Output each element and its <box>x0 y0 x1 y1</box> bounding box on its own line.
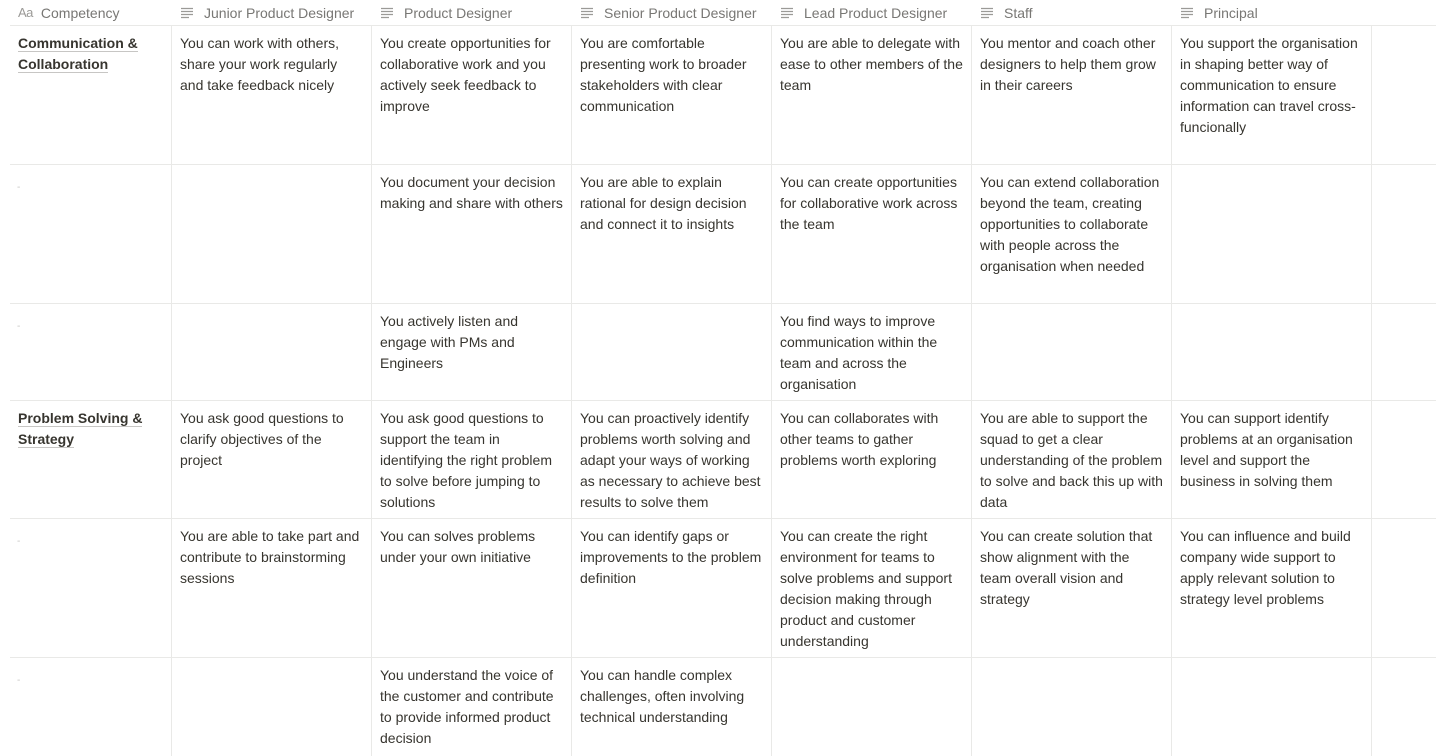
table-row[interactable] <box>10 164 1436 304</box>
cell-text: You can support identify problems at an organisation level and support the business in solving them <box>1180 410 1353 489</box>
cell-text: You can extend collaboration beyond the team, creating opportunities to collaborate with people across the organisation when needed <box>980 174 1160 274</box>
table-cell[interactable] <box>972 26 1172 165</box>
table-cell[interactable] <box>1172 165 1372 304</box>
table-cell[interactable] <box>172 304 372 401</box>
table-cell[interactable] <box>372 165 572 304</box>
table-cell[interactable] <box>772 658 972 756</box>
competency-cell[interactable] <box>10 401 172 519</box>
column-header-principal[interactable] <box>1180 0 1258 25</box>
table-cell[interactable] <box>772 304 972 401</box>
table-row[interactable] <box>10 25 1436 165</box>
cell-text: You can handle complex challenges, often involving technical understanding <box>580 667 745 725</box>
table-cell[interactable] <box>972 519 1172 658</box>
cell-text: You can create solution that show alignment with the team overall vision and strategy <box>980 528 1153 607</box>
add-column-cell[interactable] <box>1372 401 1436 519</box>
table-row[interactable] <box>10 400 1436 519</box>
cell-text: You ask good questions to clarify objectives of the project <box>180 410 344 468</box>
column-header-lead[interactable] <box>780 0 947 25</box>
table-row[interactable] <box>10 657 1436 756</box>
table-cell[interactable] <box>172 658 372 756</box>
table-cell[interactable] <box>972 165 1172 304</box>
empty-title-placeholder: - <box>17 321 21 332</box>
table-row[interactable] <box>10 518 1436 658</box>
table-cell[interactable] <box>372 304 572 401</box>
competency-cell[interactable] <box>10 26 172 165</box>
table-cell[interactable] <box>172 401 372 519</box>
table-cell[interactable] <box>572 26 772 165</box>
cell-text: You can influence and build company wide support to apply relevant solution to strategy level problems <box>1180 528 1351 607</box>
table-cell[interactable] <box>172 26 372 165</box>
add-column-cell[interactable] <box>1372 26 1436 165</box>
column-header-senior[interactable] <box>580 0 757 25</box>
cell-text: You document your decision making and share with others <box>380 174 563 211</box>
table-header <box>0 0 1440 25</box>
table-cell[interactable] <box>372 26 572 165</box>
table-cell[interactable] <box>372 519 572 658</box>
table-cell[interactable] <box>572 304 772 401</box>
column-header-product-designer[interactable] <box>380 0 512 25</box>
add-column-cell[interactable] <box>1372 304 1436 401</box>
cell-text: You understand the voice of the customer and contribute to provide informed product decision <box>380 667 554 746</box>
cell-text: You can create the right environment for teams to solve problems and support decision making through product and customer understanding <box>780 528 952 649</box>
table-cell[interactable] <box>572 658 772 756</box>
table-cell[interactable] <box>972 304 1172 401</box>
add-column-cell[interactable] <box>1372 658 1436 756</box>
cell-text: You support the organisation in shaping better way of communication to ensure information can travel cross-funcionally <box>1180 35 1358 135</box>
cell-text: You are able to delegate with ease to other members of the team <box>780 35 963 93</box>
table-cell[interactable] <box>972 658 1172 756</box>
cell-text: You are able to support the squad to get a clear understanding of the problem to solve and back this up with data <box>980 410 1163 510</box>
table-cell[interactable] <box>1172 304 1372 401</box>
table-cell[interactable] <box>372 401 572 519</box>
column-header-staff[interactable] <box>980 0 1033 25</box>
text-property-icon <box>180 7 196 19</box>
table-cell[interactable] <box>572 401 772 519</box>
column-header-label: Product Designer <box>404 4 513 21</box>
text-property-icon <box>580 7 596 19</box>
competency-title[interactable]: Communication & Collaboration <box>18 35 138 72</box>
empty-title-placeholder: - <box>17 182 21 193</box>
table-cell[interactable] <box>172 519 372 658</box>
table-cell[interactable] <box>1172 401 1372 519</box>
cell-text: You can solves problems under your own initiative <box>380 528 536 565</box>
cell-text: You can create opportunities for collaborative work across the team <box>780 174 958 232</box>
empty-title-placeholder: - <box>17 675 21 686</box>
competency-cell[interactable] <box>10 304 172 401</box>
table-cell[interactable] <box>1172 26 1372 165</box>
cell-text: You mentor and coach other designers to help them grow in their careers <box>980 35 1156 93</box>
cell-text: You are comfortable presenting work to broader stakeholders with clear communication <box>580 35 747 114</box>
column-header-label: Principal <box>1204 4 1258 21</box>
table-cell[interactable] <box>772 401 972 519</box>
cell-text: You can work with others, share your work regularly and take feedback nicely <box>180 35 340 93</box>
table-cell[interactable] <box>1172 519 1372 658</box>
column-header-label: Senior Product Designer <box>604 4 757 21</box>
text-property-icon <box>1180 7 1196 19</box>
table-cell[interactable] <box>772 26 972 165</box>
table-cell[interactable] <box>572 519 772 658</box>
column-header-label: Competency <box>40 4 120 21</box>
title-icon: Aa <box>18 5 33 20</box>
table-cell[interactable] <box>772 519 972 658</box>
cell-text: You can collaborates with other teams to gather problems worth exploring <box>780 410 939 468</box>
competency-cell[interactable] <box>10 165 172 304</box>
text-property-icon <box>780 7 796 19</box>
table-cell[interactable] <box>972 401 1172 519</box>
table-cell[interactable] <box>772 165 972 304</box>
cell-text: You find ways to improve communication within the team and across the organisation <box>780 313 938 392</box>
column-header-junior[interactable] <box>180 0 354 25</box>
cell-text: You actively listen and engage with PMs and Engineers <box>380 313 519 371</box>
column-header-label: Junior Product Designer <box>204 4 355 21</box>
cell-text: You create opportunities for collaborative work and you actively seek feedback to improve <box>380 35 551 114</box>
column-header-label: Staff <box>1004 4 1033 21</box>
cell-text: You are able to take part and contribute to brainstorming sessions <box>180 528 360 586</box>
column-header-competency[interactable] <box>18 0 120 25</box>
competency-cell[interactable] <box>10 519 172 658</box>
table-row[interactable] <box>10 303 1436 401</box>
cell-text: You can identify gaps or improvements to the problem definition <box>580 528 762 586</box>
table-cell[interactable] <box>372 658 572 756</box>
table-cell[interactable] <box>172 165 372 304</box>
table-cell[interactable] <box>1172 658 1372 756</box>
competency-cell[interactable] <box>10 658 172 756</box>
empty-title-placeholder: - <box>17 536 21 547</box>
cell-text: You ask good questions to support the team in identifying the right problem to solve before jumping to solutions <box>380 410 552 510</box>
add-column-cell[interactable] <box>1372 519 1436 658</box>
add-column-cell[interactable] <box>1372 165 1436 304</box>
text-property-icon <box>980 7 996 19</box>
table-cell[interactable] <box>572 165 772 304</box>
text-property-icon <box>380 7 396 19</box>
cell-text: You can proactively identify problems worth solving and adapt your ways of working as necessary to achieve best results to solve them <box>580 410 761 510</box>
column-header-label: Lead Product Designer <box>804 4 948 21</box>
competency-title[interactable]: Problem Solving & Strategy <box>18 410 143 447</box>
cell-text: You are able to explain rational for design decision and connect it to insights <box>580 174 747 232</box>
